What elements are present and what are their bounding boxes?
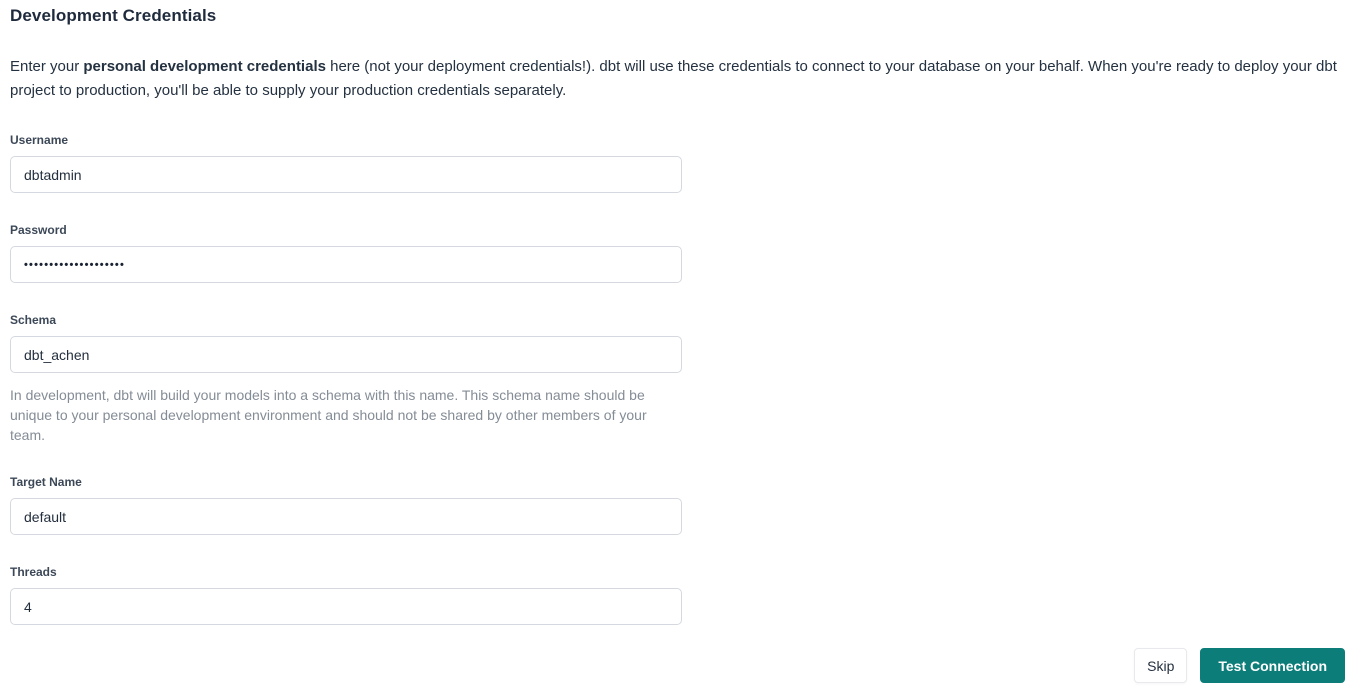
- page-title: Development Credentials: [10, 6, 217, 25]
- threads-input[interactable]: [10, 588, 682, 625]
- threads-field-group: [10, 565, 682, 625]
- target-name-label: Target Name: [10, 475, 82, 489]
- username-label: Username: [10, 133, 69, 147]
- username-field-group: [10, 133, 682, 193]
- footer-actions: [10, 648, 1345, 683]
- schema-help-text: In development, dbt will build your models into a schema with this name. This schema name should be unique to your personal development environment and should not be shared by other members of your team.: [10, 387, 647, 443]
- intro-text-pre: Enter your: [10, 58, 84, 75]
- password-field-group: [10, 223, 682, 283]
- threads-label: Threads: [10, 565, 57, 579]
- target-name-field-group: [10, 475, 682, 535]
- intro-paragraph: [10, 55, 1344, 103]
- schema-label: Schema: [10, 313, 57, 327]
- intro-text-post: here (not your deployment credentials!). dbt will use these credentials to connect to your database on your behalf. When you're ready to deploy your dbt project to production, you'll be able to supply your production credentials separately.: [10, 58, 1337, 99]
- schema-field-group: [10, 313, 682, 445]
- credentials-form: [10, 133, 1345, 655]
- password-label: Password: [10, 223, 67, 237]
- test-connection-button[interactable]: Test Connection: [1200, 648, 1345, 683]
- password-input[interactable]: [10, 246, 682, 283]
- username-input[interactable]: [10, 156, 682, 193]
- intro-text-bold: personal development credentials: [83, 58, 326, 75]
- target-name-input[interactable]: [10, 498, 682, 535]
- skip-button[interactable]: Skip: [1134, 648, 1187, 683]
- schema-input[interactable]: [10, 336, 682, 373]
